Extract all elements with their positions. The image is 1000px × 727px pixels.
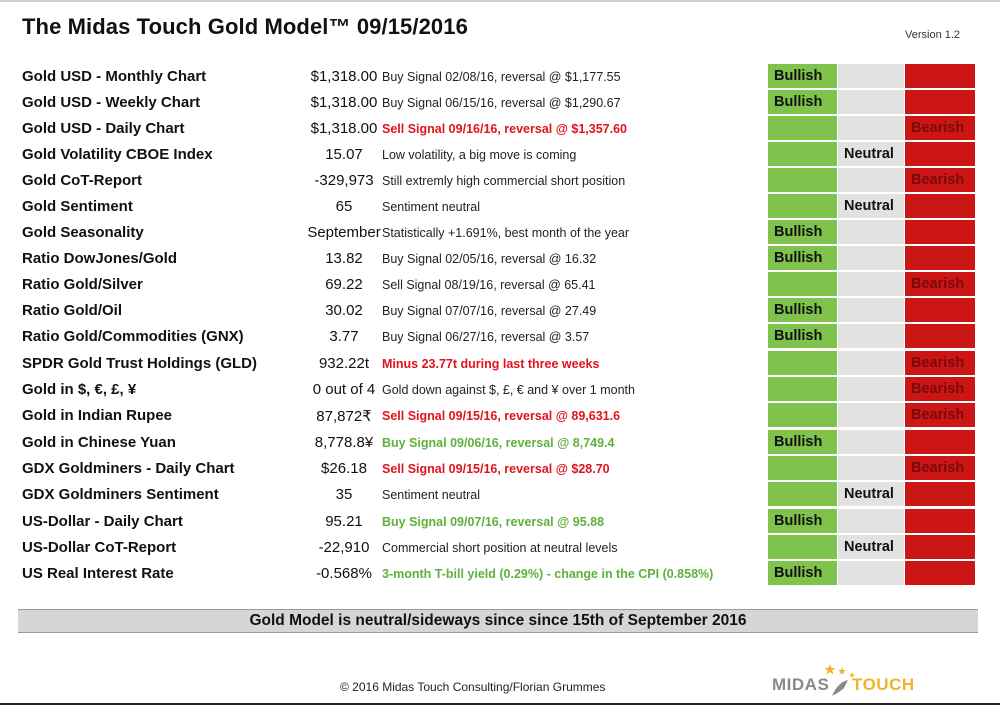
bullish-cell <box>768 142 837 166</box>
indicator-name: Ratio DowJones/Gold <box>22 250 178 267</box>
table-row <box>0 220 1000 246</box>
indicator-comment: 3-month T-bill yield (0.29%) - change in the CPI (0.858%) <box>382 567 714 581</box>
neutral-cell <box>838 246 904 270</box>
indicator-comment: Statistically +1.691%, best month of the year <box>382 226 630 240</box>
indicator-value: 87,872₹ <box>316 408 372 425</box>
bearish-cell <box>905 535 975 559</box>
indicator-value: September <box>307 224 381 241</box>
indicator-comment: Buy Signal 09/07/16, reversal @ 95.88 <box>382 515 605 529</box>
indicator-value: 35 <box>335 486 353 503</box>
indicator-value: 13.82 <box>325 250 363 267</box>
bullish-cell <box>768 194 837 218</box>
bullish-cell: Bullish <box>768 561 837 585</box>
version-label: Version 1.2 <box>905 29 961 41</box>
neutral-cell: Neutral <box>838 194 904 218</box>
indicator-name: SPDR Gold Trust Holdings (GLD) <box>22 355 257 372</box>
indicator-comment: Still extremly high commercial short position <box>382 174 626 188</box>
bearish-cell <box>905 246 975 270</box>
indicator-value: 65 <box>335 198 353 215</box>
table-row <box>0 272 1000 298</box>
bearish-cell <box>905 64 975 88</box>
indicator-comment: Gold down against $, £, € and ¥ over 1 month <box>382 383 635 397</box>
indicator-comment: Sentiment neutral <box>382 200 480 214</box>
neutral-cell <box>838 509 904 533</box>
neutral-cell <box>838 116 904 140</box>
indicator-comment: Buy Signal 06/15/16, reversal @ $1,290.67 <box>382 96 621 110</box>
neutral-cell <box>838 377 904 401</box>
table-row <box>0 509 1000 535</box>
table-row <box>0 116 1000 142</box>
table-row <box>0 403 1000 429</box>
bearish-cell: Bearish <box>905 403 975 427</box>
neutral-cell <box>838 324 904 348</box>
indicator-value: 3.77 <box>329 328 359 345</box>
indicator-name: Gold USD - Monthly Chart <box>22 68 207 85</box>
bearish-cell <box>905 430 975 454</box>
table-row <box>0 90 1000 116</box>
indicator-comment: Buy Signal 06/27/16, reversal @ 3.57 <box>382 330 590 344</box>
neutral-cell <box>838 561 904 585</box>
bearish-cell: Bearish <box>905 377 975 401</box>
indicator-value: $1,318.00 <box>310 68 378 85</box>
bullish-cell <box>768 351 837 375</box>
indicator-value: 932.22t <box>318 355 370 372</box>
table-row <box>0 430 1000 456</box>
table-row <box>0 64 1000 90</box>
indicator-comment: Commercial short position at neutral levels <box>382 541 618 555</box>
indicator-name: Gold Seasonality <box>22 224 144 241</box>
bottom-border <box>0 703 1000 705</box>
neutral-cell <box>838 90 904 114</box>
page-title: The Midas Touch Gold Model™ 09/15/2016 <box>22 14 468 39</box>
indicator-name: US-Dollar CoT-Report <box>22 539 177 556</box>
bearish-cell: Bearish <box>905 456 975 480</box>
bullish-cell <box>768 272 837 296</box>
indicator-value: -329,973 <box>314 172 374 189</box>
neutral-cell <box>838 430 904 454</box>
neutral-cell <box>838 403 904 427</box>
indicator-name: Gold Sentiment <box>22 198 133 215</box>
bullish-cell <box>768 116 837 140</box>
bearish-cell <box>905 298 975 322</box>
neutral-cell <box>838 272 904 296</box>
bullish-cell: Bullish <box>768 298 837 322</box>
indicator-name: Gold CoT-Report <box>22 172 142 189</box>
indicator-name: US-Dollar - Daily Chart <box>22 513 183 530</box>
indicator-comment: Buy Signal 02/05/16, reversal @ 16.32 <box>382 252 597 266</box>
bearish-cell <box>905 220 975 244</box>
neutral-cell: Neutral <box>838 142 904 166</box>
indicator-name: GDX Goldminers - Daily Chart <box>22 460 235 477</box>
indicator-name: Gold in $, €, £, ¥ <box>22 381 137 398</box>
bullish-cell <box>768 377 837 401</box>
bearish-cell: Bearish <box>905 116 975 140</box>
bearish-cell: Bearish <box>905 168 975 192</box>
indicator-value: $1,318.00 <box>310 120 378 137</box>
indicator-comment: Sell Signal 09/16/16, reversal @ $1,357.60 <box>382 122 627 136</box>
table-row <box>0 168 1000 194</box>
indicator-value: 30.02 <box>325 302 363 319</box>
indicator-comment: Sell Signal 08/19/16, reversal @ 65.41 <box>382 278 596 292</box>
logo-word-touch: TOUCH <box>852 675 915 694</box>
neutral-cell <box>838 351 904 375</box>
indicator-value: 15.07 <box>325 146 363 163</box>
indicator-name: Ratio Gold/Oil <box>22 302 122 319</box>
neutral-cell <box>838 168 904 192</box>
bullish-cell: Bullish <box>768 220 837 244</box>
indicator-value: 69.22 <box>325 276 363 293</box>
indicator-value: $1,318.00 <box>310 94 378 111</box>
bearish-cell <box>905 482 975 506</box>
indicator-comment: Sentiment neutral <box>382 488 480 502</box>
indicator-comment: Minus 23.77t during last three weeks <box>382 357 600 371</box>
bullish-cell: Bullish <box>768 430 837 454</box>
table-row <box>0 324 1000 350</box>
bullish-cell: Bullish <box>768 324 837 348</box>
table-row <box>0 456 1000 482</box>
table-row <box>0 298 1000 324</box>
indicator-name: Gold in Indian Rupee <box>22 407 172 424</box>
midas-touch-logo <box>770 662 930 698</box>
indicator-comment: Buy Signal 07/07/16, reversal @ 27.49 <box>382 304 597 318</box>
bearish-cell <box>905 194 975 218</box>
indicator-comment: Sell Signal 09/15/16, reversal @ 89,631.6 <box>382 409 621 423</box>
neutral-cell <box>838 220 904 244</box>
model-summary-bar: Gold Model is neutral/sideways since since 15th of September 2016 <box>18 609 978 633</box>
table-row <box>0 482 1000 508</box>
bearish-cell <box>905 509 975 533</box>
table-row <box>0 561 1000 587</box>
indicator-value: 95.21 <box>325 513 363 530</box>
bullish-cell <box>768 482 837 506</box>
neutral-cell <box>838 456 904 480</box>
indicator-value: -22,910 <box>318 539 370 556</box>
copyright-text: © 2016 Midas Touch Consulting/Florian Grummes <box>340 680 606 694</box>
table-row <box>0 377 1000 403</box>
bearish-cell <box>905 142 975 166</box>
neutral-cell: Neutral <box>838 482 904 506</box>
bullish-cell <box>768 168 837 192</box>
bullish-cell: Bullish <box>768 64 837 88</box>
bearish-cell <box>905 561 975 585</box>
bullish-cell <box>768 535 837 559</box>
table-row <box>0 246 1000 272</box>
bullish-cell: Bullish <box>768 509 837 533</box>
indicator-comment: Buy Signal 02/08/16, reversal @ $1,177.55 <box>382 70 621 84</box>
bullish-cell: Bullish <box>768 90 837 114</box>
indicator-value: 0 out of 4 <box>312 381 376 398</box>
top-border <box>0 0 1000 2</box>
neutral-cell: Neutral <box>838 535 904 559</box>
indicator-name: Gold USD - Weekly Chart <box>22 94 201 111</box>
neutral-cell <box>838 64 904 88</box>
table-row <box>0 535 1000 561</box>
indicator-value: 8,778.8¥ <box>314 434 374 451</box>
indicator-name: Ratio Gold/Silver <box>22 276 143 293</box>
bearish-cell: Bearish <box>905 351 975 375</box>
indicator-comment: Sell Signal 09/15/16, reversal @ $28.70 <box>382 462 610 476</box>
indicator-comment: Buy Signal 09/06/16, reversal @ 8,749.4 <box>382 436 615 450</box>
table-row <box>0 351 1000 377</box>
indicator-name: GDX Goldminers Sentiment <box>22 486 219 503</box>
indicator-name: Gold Volatility CBOE Index <box>22 146 213 163</box>
bearish-cell <box>905 324 975 348</box>
indicator-name: Gold in Chinese Yuan <box>22 434 176 451</box>
indicator-value: $26.18 <box>321 460 367 477</box>
table-row <box>0 194 1000 220</box>
bullish-cell <box>768 403 837 427</box>
logo-word-midas: MIDAS <box>772 675 830 694</box>
bearish-cell: Bearish <box>905 272 975 296</box>
indicator-comment: Low volatility, a big move is coming <box>382 148 577 162</box>
indicator-name: US Real Interest Rate <box>22 565 174 582</box>
indicator-value: -0.568% <box>316 565 372 582</box>
indicator-name: Gold USD - Daily Chart <box>22 120 185 137</box>
bearish-cell <box>905 90 975 114</box>
indicator-name: Ratio Gold/Commodities (GNX) <box>22 328 244 345</box>
bullish-cell <box>768 456 837 480</box>
bullish-cell: Bullish <box>768 246 837 270</box>
table-row <box>0 142 1000 168</box>
neutral-cell <box>838 298 904 322</box>
